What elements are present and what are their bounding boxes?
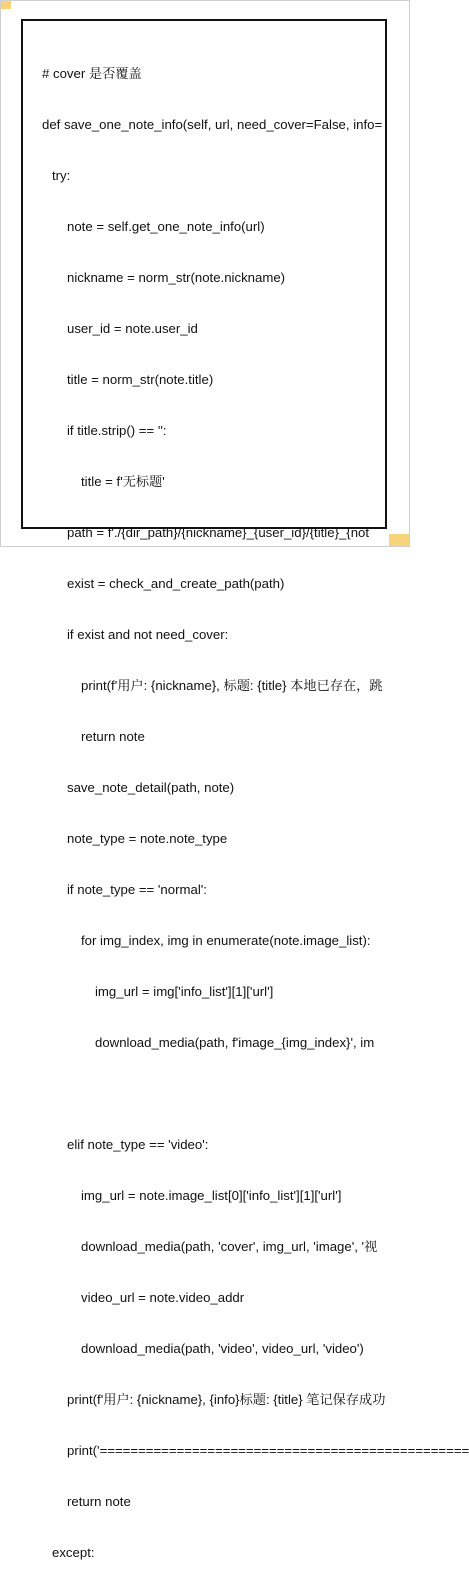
corner-decoration-bottom (389, 534, 409, 546)
code-line-comment: # cover 是否覆盖 (42, 66, 142, 81)
code-line: save_note_detail(path, note) (67, 780, 235, 795)
code-line: if note_type == 'normal': (67, 882, 207, 897)
code-line: elif note_type == 'video': (67, 1137, 209, 1152)
code-line: download_media(path, f'image_{img_index}', im (95, 1035, 375, 1050)
code-line: video_url = note.video_addr (81, 1290, 245, 1305)
code-line: exist = check_and_create_path(path) (67, 576, 285, 591)
corner-decoration-top (1, 1, 11, 9)
code-line: print(f'用户: {nickname}, {info}标题: {title} 笔记保存成功 (67, 1392, 386, 1407)
code-block (23, 31, 469, 1595)
code-line-blank (23, 1085, 389, 1102)
code-line: if exist and not need_cover: (67, 627, 229, 642)
code-line: title = norm_str(note.title) (67, 372, 214, 387)
code-line: img_url = note.image_list[0]['info_list'][1]['url'] (81, 1188, 342, 1203)
code-line: for img_index, img in enumerate(note.image_list): (81, 933, 371, 948)
code-line: user_id = note.user_id (67, 321, 198, 336)
code-line: note_type = note.note_type (67, 831, 228, 846)
code-line: return note (67, 1494, 131, 1509)
code-line: download_media(path, 'video', video_url, 'video') (81, 1341, 364, 1356)
code-line: print('================================================ (67, 1443, 469, 1458)
code-line: nickname = norm_str(note.nickname) (67, 270, 286, 285)
code-line: title = f'无标题' (81, 474, 165, 489)
code-line: except: (52, 1545, 95, 1560)
code-line: try: (52, 168, 71, 183)
code-line: note = self.get_one_note_info(url) (67, 219, 265, 234)
code-line: path = f'./{dir_path}/{nickname}_{user_id}/{title}_{not (67, 525, 370, 540)
code-line: if title.strip() == '': (67, 423, 167, 438)
code-line: return note (81, 729, 145, 744)
code-line: img_url = img['info_list'][1]['url'] (95, 984, 274, 999)
code-line: print(f'用户: {nickname}, 标题: {title} 本地已存在，跳 (81, 678, 383, 693)
code-line: download_media(path, 'cover', img_url, 'image', '视 (81, 1239, 378, 1254)
code-line: def save_one_note_info(self, url, need_cover=False, info= (42, 117, 383, 132)
code-card (21, 19, 469, 1560)
